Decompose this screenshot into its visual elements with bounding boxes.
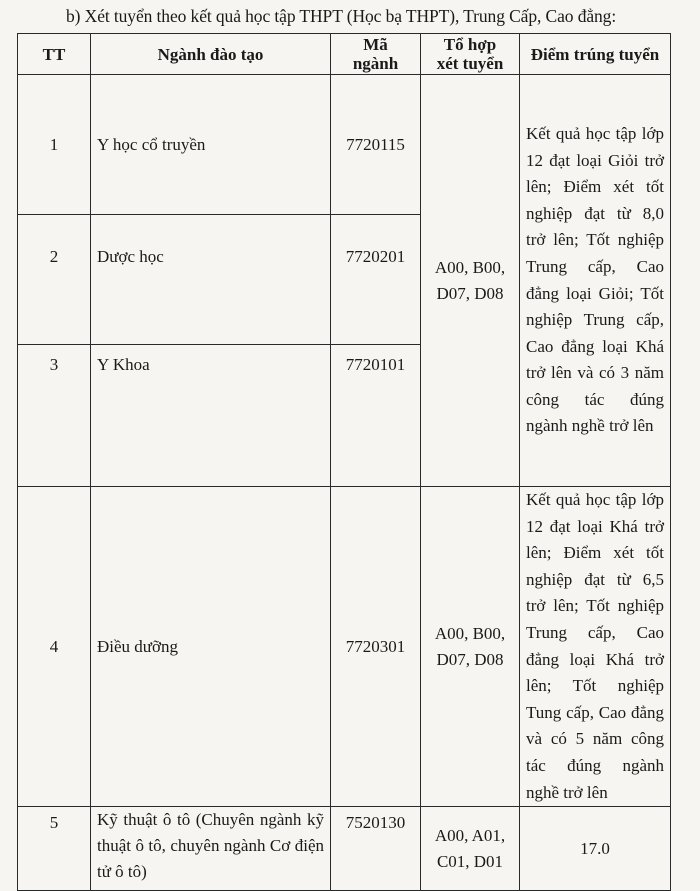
table-row	[18, 75, 671, 215]
cell-score-group-a: Kết quả học tập lớp 12 đạt loại Giỏi trở lên; Điểm xét tốt nghiệp đạt từ 8,0 trở lên; Tốt nghiệp Trung cấp, Cao đẳng loại Giỏi; Tốt nghiệp Trung cấp, Cao đẳng loại Khá trở lên và có 3 năm công tác đúng ngành nghề trở lên	[520, 75, 671, 487]
header-tt: TT	[18, 34, 91, 75]
cell-tt: 1	[18, 75, 91, 215]
header-score: Điểm trúng tuyển	[520, 34, 671, 75]
cell-code: 7720101	[331, 345, 421, 487]
table-header-row	[18, 34, 671, 75]
header-combo-line2: xét tuyển	[436, 54, 504, 73]
combo-line2: D07, D08	[436, 649, 504, 669]
combo-line1: A00, A01,	[434, 825, 506, 845]
cell-major: Điều dưỡng	[91, 487, 331, 807]
header-major: Ngành đào tạo	[91, 34, 331, 75]
cell-major: Y Khoa	[91, 345, 331, 487]
admission-table	[17, 33, 671, 891]
cell-tt: 3	[18, 345, 91, 487]
cell-major: Kỹ thuật ô tô (Chuyên ngành kỹ thuật ô tô, chuyên ngành Cơ điện tử ô tô)	[91, 807, 331, 891]
cell-code: 7520130	[331, 807, 421, 891]
cell-code: 7720115	[331, 75, 421, 215]
table-row	[18, 487, 671, 807]
cell-tt: 5	[18, 807, 91, 891]
cell-combo-group-b	[421, 487, 520, 807]
cell-code: 7720201	[331, 215, 421, 345]
cell-score-group-c: 17.0	[520, 807, 671, 891]
header-combo	[421, 34, 520, 75]
combo-line1: A00, B00,	[434, 623, 506, 643]
cell-combo-group-c	[421, 807, 520, 891]
section-heading: b) Xét tuyển theo kết quả học tập THPT (Học bạ THPT), Trung Cấp, Cao đẳng:	[66, 6, 617, 26]
combo-line2: C01, D01	[436, 851, 504, 871]
cell-code: 7720301	[331, 487, 421, 807]
cell-major: Y học cổ truyền	[91, 75, 331, 215]
cell-score-group-b: Kết quả học tập lớp 12 đạt loại Khá trở lên; Điểm xét tốt nghiệp đạt từ 6,5 trở lên; Tốt nghiệp Trung cấp, Cao đẳng loại Khá trở lên; Tốt nghiệp Tung cấp, Cao đẳng và có 5 năm công tác đúng ngành nghề trở lên	[520, 487, 671, 807]
cell-combo-group-a	[421, 75, 520, 487]
header-combo-line1: Tổ hợp	[443, 35, 497, 54]
combo-line2: D07, D08	[436, 283, 504, 303]
header-code	[331, 34, 421, 75]
header-code-line2: ngành	[352, 54, 399, 73]
cell-major: Dược học	[91, 215, 331, 345]
combo-line1: A00, B00,	[434, 257, 506, 277]
cell-tt: 2	[18, 215, 91, 345]
cell-tt: 4	[18, 487, 91, 807]
table-row	[18, 807, 671, 891]
header-code-line1: Mã	[363, 35, 388, 54]
